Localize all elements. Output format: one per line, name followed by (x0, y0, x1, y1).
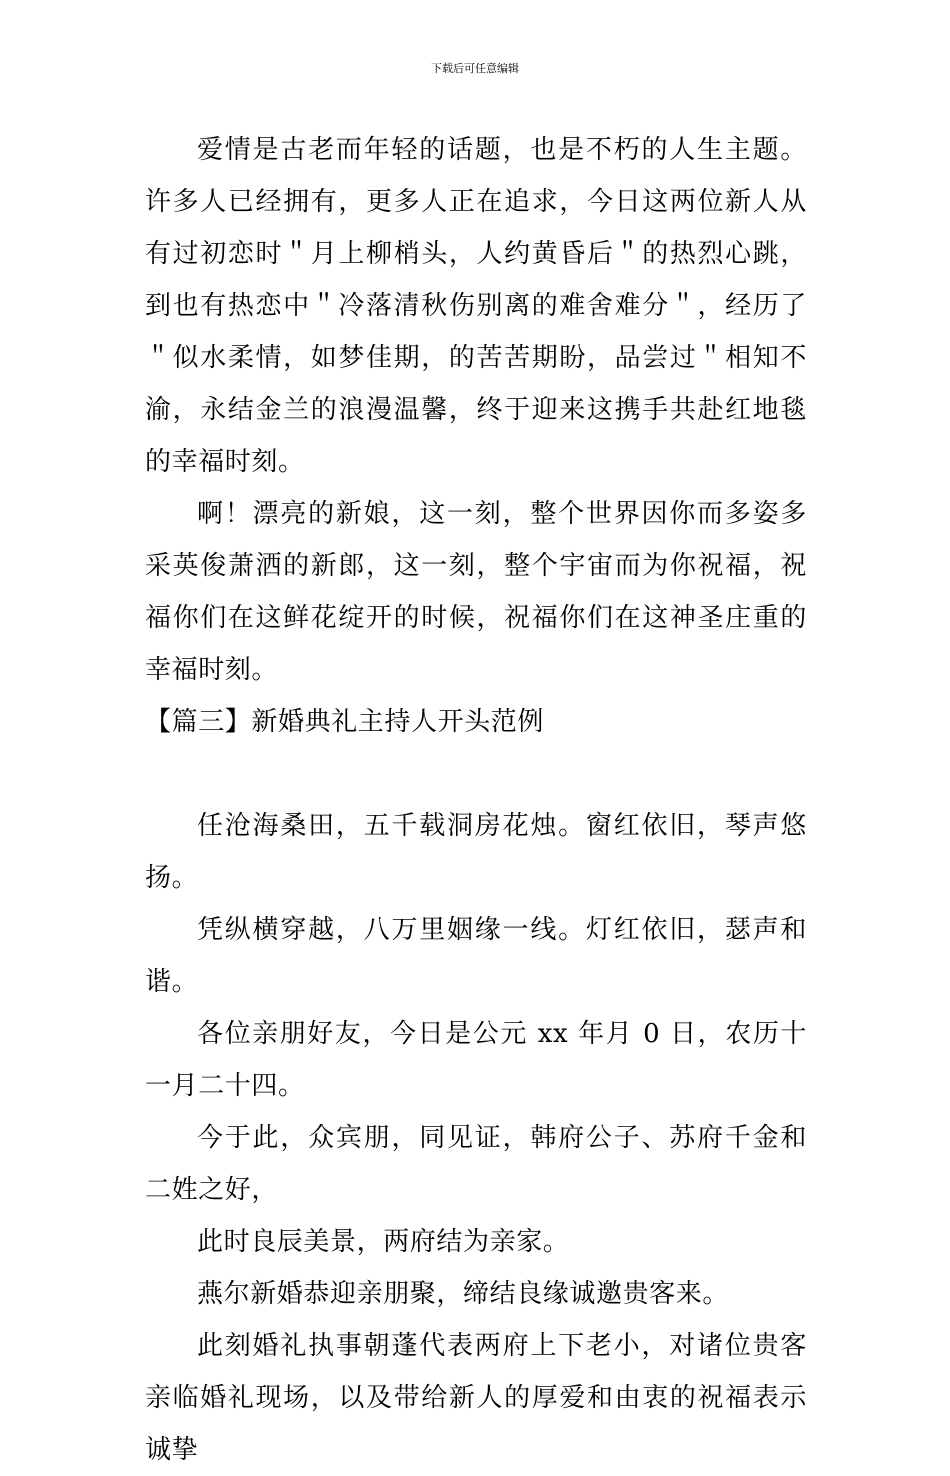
section-heading: 【篇三】新婚典礼主持人开头范例 (145, 707, 545, 737)
section-paragraph: 此时良辰美景，两府结为亲家。 (197, 1227, 570, 1257)
section-paragraph: 今于此，众宾朋，同见证，韩府公子、苏府千金和二姓之好， (145, 1123, 807, 1205)
section-paragraph: 凭纵横穿越，八万里姻缘一线。灯红依旧，瑟声和谐。 (145, 915, 807, 997)
document-body (145, 124, 807, 1476)
section-paragraph: 任沧海桑田，五千载洞房花烛。窗红依旧，琴声悠扬。 (145, 811, 807, 893)
paragraph-bride-groom: 啊！漂亮的新娘，这一刻，整个世界因你而多姿多采英俊萧洒的新郎，这一刻，整个宇宙而为你祝福，祝福你们在这鲜花绽开的时候，祝福你们在这神圣庄重的幸福时刻。 (145, 499, 807, 685)
paragraph-love-theme: 爱情是古老而年轻的话题，也是不朽的人生主题。许多人已经拥有，更多人正在追求，今日这两位新人从有过初恋时＂月上柳梢头，人约黄昏后＂的热烈心跳，到也有热恋中＂冷落清秋伤别离的难舍难分＂，经历了＂似水柔情，如梦佳期，的苦苦期盼，品尝过＂相知不渝，永结金兰的浪漫温馨，终于迎来这携手共赴红地毯的幸福时刻。 (145, 135, 807, 477)
section-paragraph: 此刻婚礼执事朝蓬代表两府上下老小，对诸位贵客亲临婚礼现场，以及带给新人的厚爱和由衷的祝福表示诚挚 (145, 1331, 807, 1465)
page-header: 下载后可任意编辑 (431, 62, 519, 75)
section-spacer (145, 748, 807, 800)
section-paragraph: 各位亲朋好友，今日是公元 xx 年月 0 日，农历十一月二十四。 (145, 1019, 807, 1101)
section-paragraph: 燕尔新婚恭迎亲朋聚，缔结良缘诚邀贵客来。 (197, 1279, 730, 1309)
